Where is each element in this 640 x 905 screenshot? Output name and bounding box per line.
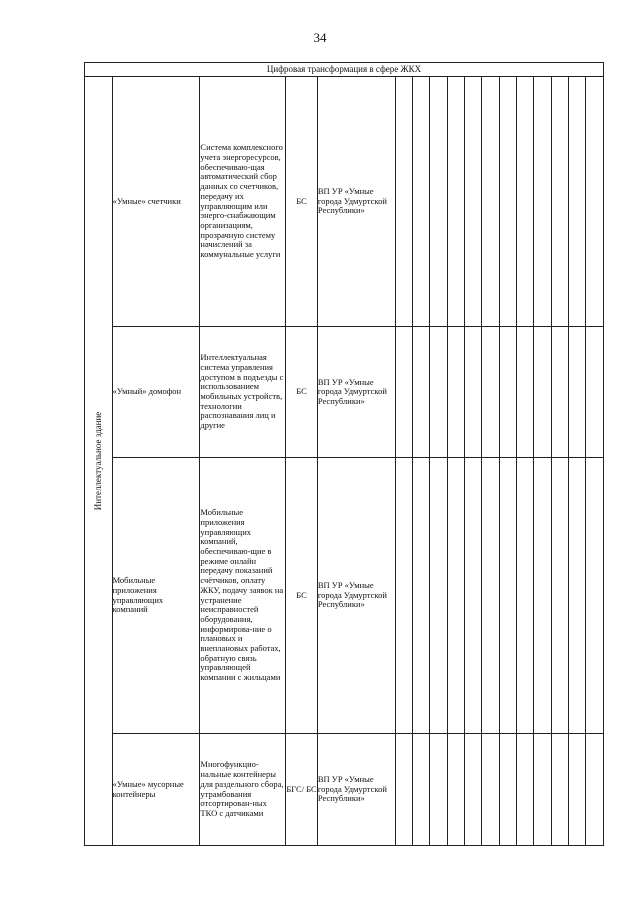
row-program: ВП УР «Умные города Удмуртской Республики» <box>317 458 395 734</box>
empty-cell <box>412 458 429 734</box>
empty-cell <box>569 458 586 734</box>
empty-cell <box>551 458 568 734</box>
empty-cell <box>551 734 568 846</box>
empty-cell <box>499 77 516 327</box>
empty-cell <box>551 327 568 458</box>
empty-cell <box>482 734 499 846</box>
empty-cell <box>534 77 551 327</box>
row-description: Многофункцио-нальные контейнеры для раздельного сбора, утрамбования отсортирован-ных ТКО с датчиками <box>200 734 286 846</box>
empty-cell <box>430 77 447 327</box>
row-program: ВП УР «Умные города Удмуртской Республики» <box>317 734 395 846</box>
empty-cell <box>534 327 551 458</box>
empty-cell <box>430 458 447 734</box>
row-description: Система комплексного учета энергоресурсов, обеспечиваю-щая автоматический сбор данных со счетчиков, передачу их управляющим или энерго-снабжающим организациям, прозрачную систему начислений за коммунальные услуги <box>200 77 286 327</box>
empty-cell <box>464 734 481 846</box>
empty-cell <box>482 327 499 458</box>
section-header-row <box>85 63 604 77</box>
side-label: Интеллектуальное здание <box>93 411 104 511</box>
row-source: БС <box>286 77 318 327</box>
empty-cell <box>517 734 534 846</box>
empty-cell <box>517 77 534 327</box>
empty-cell <box>551 77 568 327</box>
empty-cell <box>517 327 534 458</box>
row-source: БС <box>286 327 318 458</box>
empty-cell <box>464 458 481 734</box>
table-row <box>85 734 604 846</box>
row-source: БС <box>286 458 318 734</box>
section-title: Цифровая трансформация в сфере ЖКХ <box>85 63 604 77</box>
empty-cell <box>447 77 464 327</box>
row-program: ВП УР «Умные города Удмуртской Республики» <box>317 77 395 327</box>
empty-cell <box>586 458 604 734</box>
empty-cell <box>464 327 481 458</box>
empty-cell <box>430 734 447 846</box>
row-description: Интеллектуальная система управления доступом в подъезды с использованием мобильных устройств, технологии распознавания лиц и другие <box>200 327 286 458</box>
empty-cell <box>569 77 586 327</box>
empty-cell <box>395 734 412 846</box>
empty-cell <box>586 77 604 327</box>
empty-cell <box>412 77 429 327</box>
empty-cell <box>447 458 464 734</box>
empty-cell <box>499 458 516 734</box>
measures-table <box>84 62 604 846</box>
row-description: Мобильные приложения управляющих компаний, обеспечиваю-щие в режиме онлайн передачу показаний счётчиков, оплату ЖКУ, подачу заявок на устранение неисправностей оборудования, информирова-ние о плановых и внеплановых работах, обратную связь управляющей компании с жильцами <box>200 458 286 734</box>
table-row <box>85 327 604 458</box>
table-row <box>85 77 604 327</box>
empty-cell <box>586 734 604 846</box>
row-name: «Умные» мусорные контейнеры <box>112 734 200 846</box>
empty-cell <box>482 77 499 327</box>
empty-cell <box>534 734 551 846</box>
row-source: БГС/ БС <box>286 734 318 846</box>
row-name: Мобильные приложения управляющих компаний <box>112 458 200 734</box>
empty-cell <box>447 327 464 458</box>
empty-cell <box>395 77 412 327</box>
side-label-cell <box>85 77 113 846</box>
empty-cell <box>499 327 516 458</box>
empty-cell <box>569 327 586 458</box>
empty-cell <box>447 734 464 846</box>
row-program: ВП УР «Умные города Удмуртской Республики» <box>317 327 395 458</box>
empty-cell <box>395 458 412 734</box>
page-number: 34 <box>313 30 327 45</box>
empty-cell <box>412 327 429 458</box>
empty-cell <box>412 734 429 846</box>
empty-cell <box>482 458 499 734</box>
empty-cell <box>395 327 412 458</box>
row-name: «Умный» домофон <box>112 327 200 458</box>
empty-cell <box>464 77 481 327</box>
empty-cell <box>499 734 516 846</box>
empty-cell <box>517 458 534 734</box>
row-name: «Умные» счетчики <box>112 77 200 327</box>
empty-cell <box>430 327 447 458</box>
table-row <box>85 458 604 734</box>
empty-cell <box>534 458 551 734</box>
empty-cell <box>586 327 604 458</box>
empty-cell <box>569 734 586 846</box>
